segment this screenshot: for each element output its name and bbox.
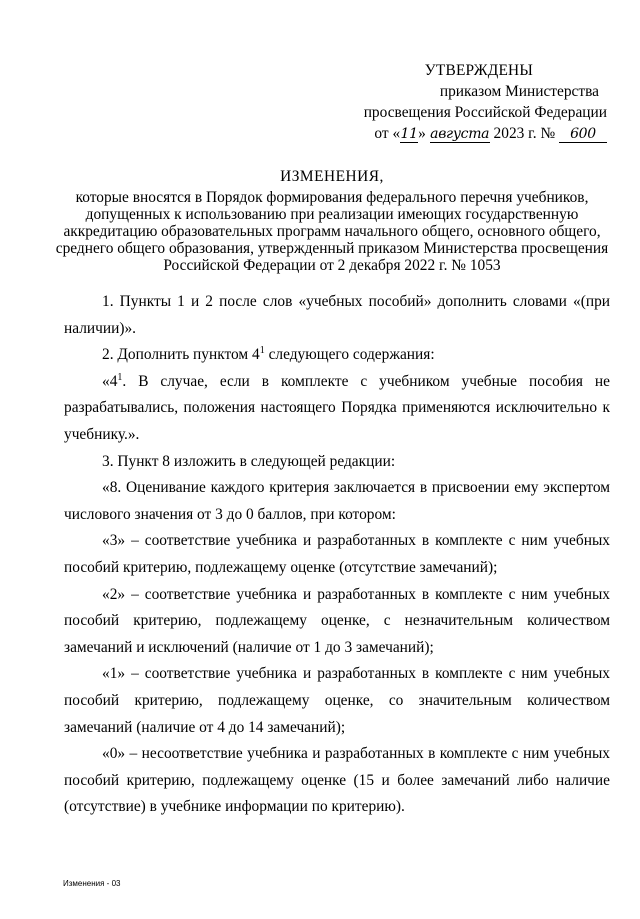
paragraph-3-superscript: 1 (117, 371, 123, 383)
date-day-handwritten: 11 (400, 126, 418, 142)
date-year-label: 2023 г. № (493, 125, 556, 142)
heading-line-5: Российской Федерации от 2 декабря 2022 г. № 1053 (163, 257, 501, 274)
paragraph-2-superscript: 1 (259, 345, 265, 357)
approval-line-ministry-name: просвещения Российской Федерации (363, 104, 607, 121)
paragraph-8: «1» – соответствие учебника и разработанных в комплекте с ним учебных пособий критерию, подлежащему оценке, со значительным количеством замечаний (наличие от 4 до 14 замечаний); (64, 665, 610, 736)
approval-block (345, 60, 607, 144)
heading-line-3: аккредитацию образовательных программ начального общего, основного общего, (63, 223, 601, 240)
heading-line-1: которые вносятся в Порядок формирования федерального перечня учебников, (75, 189, 589, 206)
document-heading (54, 168, 610, 274)
document-body (64, 289, 610, 821)
heading-line-4: среднего общего образования, утвержденный приказом Министерства просвещения (55, 240, 609, 257)
paragraph-4: 3. Пункт 8 изложить в следующей редакции: (102, 452, 396, 470)
order-number-handwritten: 600 (559, 126, 607, 143)
paragraph-3-text: «4 (102, 372, 118, 390)
date-month-handwritten: августа (430, 126, 490, 142)
date-prefix: от « (374, 125, 401, 142)
heading-line-2: допущенных к использованию при реализации имеющих государственную (85, 206, 579, 223)
approval-date-line (345, 123, 607, 144)
footer-label: Изменения - 03 (63, 879, 121, 888)
paragraph-2-tail: следующего содержания: (264, 346, 435, 364)
heading-title: ИЗМЕНЕНИЯ, (280, 168, 384, 185)
paragraph-3 (64, 369, 610, 449)
paragraph-6: «3» – соответствие учебника и разработанных в комплекте с ним учебных пособий критерию, подлежащему оценке (отсутствие замечаний); (64, 532, 610, 576)
paragraph-1: 1. Пункты 1 и 2 после слов «учебных пособий» дополнить словами «(при наличии)». (64, 293, 610, 337)
paragraph-7: «2» – соответствие учебника и разработанных в комплекте с ним учебных пособий критерию, подлежащему оценке, с незначительным количеством замечаний и исключений (наличие от 1 до 3 замечаний); (64, 585, 610, 656)
approval-line-ministry: приказом Министерства (439, 83, 599, 100)
paragraph-2-text: 2. Дополнить пунктом 4 (102, 346, 260, 364)
paragraph-5: «8. Оценивание каждого критерия заключается в присвоении ему экспертом числового значения от 3 до 0 баллов, при котором: (64, 479, 610, 523)
paragraph-2 (64, 342, 610, 369)
paragraph-9: «0» – несоответствие учебника и разработанных в комплекте с ним учебных пособий критерию, подлежащему оценке (15 и более замечаний либо наличие (отсутствие) в учебнике информации по критерию). (64, 745, 610, 816)
date-mid: » (418, 125, 430, 142)
approval-title: УТВЕРЖДЕНЫ (424, 62, 533, 79)
paragraph-3-tail: . В случае, если в комплекте с учебником учебные пособия не разрабатывались, положения настоящего Порядка применяются исключительно к учебнику.». (64, 372, 610, 443)
